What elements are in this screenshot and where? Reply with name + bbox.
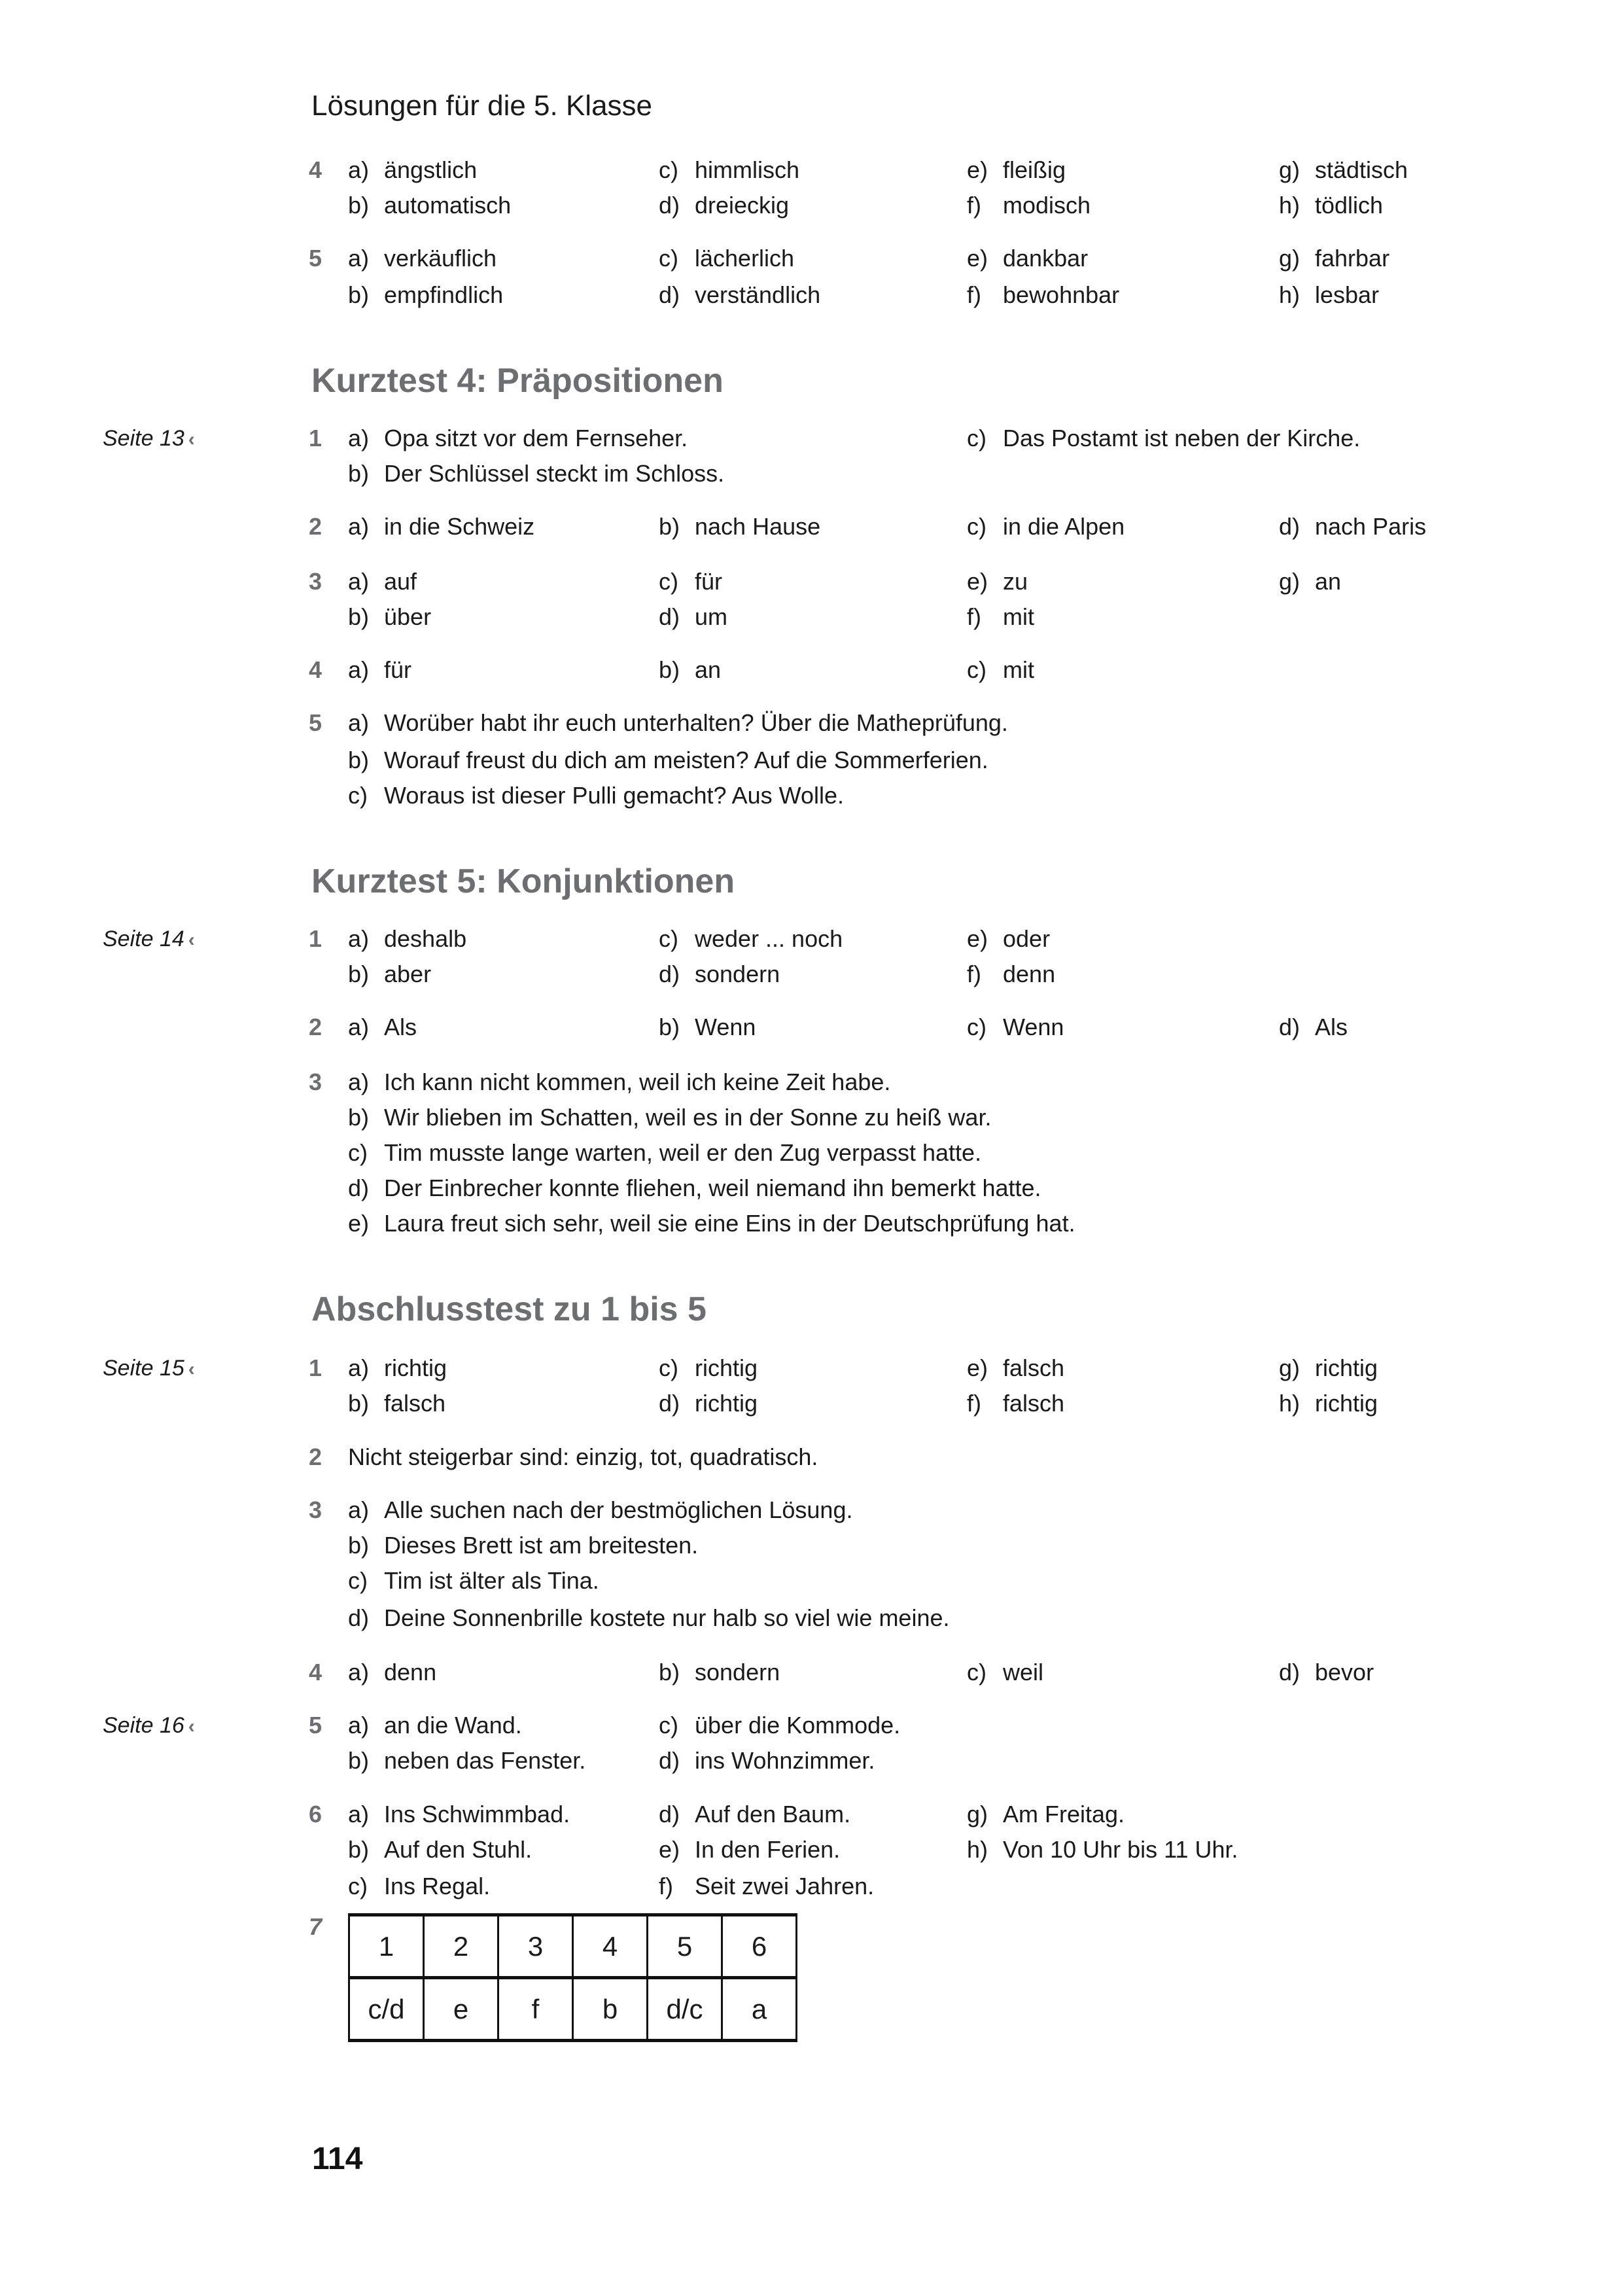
answer-item [967,188,1091,223]
answer-item [348,1351,447,1386]
item-text: Seit zwei Jahren. [695,1873,875,1899]
item-text: richtig [1315,1390,1378,1417]
matching-table [348,1913,797,2042]
item-label: d) [348,1174,370,1201]
item-text: Der Einbrecher konnte fliehen, weil niemand ihn bemerkt hatte. [384,1174,1041,1201]
answer-item [348,1386,445,1421]
table-cell: 5 [648,1915,722,1978]
item-label: c) [659,568,678,595]
item-label: b) [348,961,370,987]
task-number: 1 [309,425,323,451]
answer-item [1279,1351,1378,1386]
item-label: c) [967,656,986,683]
task-number: 4 [309,156,323,183]
section-heading-kurztest-4: Kurztest 4: Präpositionen [311,362,724,400]
item-text: nach Paris [1315,513,1427,540]
item-label: a) [348,568,370,595]
task-number: 3 [309,1069,323,1095]
chevron-left-icon: ‹ [188,1716,195,1737]
item-label: f) [967,192,981,219]
item-label: c) [967,1014,986,1040]
item-text: Ich kann nicht kommen, weil ich keine Zeit habe. [384,1069,891,1095]
page-reference-text: Seite 15 [103,1356,184,1381]
item-label: g) [1279,245,1300,272]
answer-item [348,1743,585,1778]
item-label: b) [348,1532,370,1559]
item-label: d) [348,1604,370,1631]
task-number: 2 [309,1443,323,1470]
item-text: lächerlich [695,245,795,272]
table-row [349,1978,797,2041]
answer-item [348,509,534,544]
answer-item [348,1010,417,1045]
answer-item [659,652,721,688]
answer-item [348,1600,950,1636]
answer-item [967,652,1034,688]
answer-item [659,241,794,276]
answer-item [1279,1010,1348,1045]
item-label: f) [967,1390,981,1417]
item-text: empfindlich [384,281,504,308]
item-text: lesbar [1315,281,1380,308]
answer-item [348,705,1008,741]
item-label: d) [1279,513,1300,540]
answer-item [659,152,799,188]
page-reference [103,921,195,958]
table-cell: d/c [648,1978,722,2041]
item-text: Deine Sonnenbrille kostete nur halb so viel wie meine. [384,1604,950,1631]
item-text: Als [384,1014,417,1040]
page-reference-text: Seite 16 [103,1713,184,1738]
item-text: Ins Schwimmbad. [384,1801,570,1828]
item-label: c) [348,1139,368,1166]
item-label: g) [1279,568,1300,595]
table-cell: 4 [573,1915,648,1978]
item-label: b) [659,1659,680,1686]
item-label: b) [348,192,370,219]
item-label: a) [348,425,370,451]
item-label: a) [348,925,370,952]
item-text: Tim ist älter als Tina. [384,1567,599,1594]
chevron-left-icon: ‹ [188,929,195,951]
answer-item [967,421,1360,456]
item-label: a) [348,1801,370,1828]
item-text: verkäuflich [384,245,497,272]
item-text: ins Wohnzimmer. [695,1747,875,1774]
item-label: h) [967,1836,988,1863]
item-label: g) [1279,156,1300,183]
answer-item [348,1492,852,1528]
answer-item [659,1386,758,1421]
item-text: Wir blieben im Schatten, weil es in der Sonne zu heiß war. [384,1104,992,1131]
answer-item [348,1206,1075,1241]
item-text: an [695,656,722,683]
item-text: oder [1003,925,1051,952]
answer-item [348,456,724,491]
item-text: Worauf freust du dich am meisten? Auf die Sommerferien. [384,747,988,773]
item-label: d) [659,281,680,308]
item-label: d) [659,603,680,630]
item-text: Opa sitzt vor dem Fernseher. [384,425,688,451]
answer-item [659,957,780,992]
item-label: b) [348,1104,370,1131]
answer-item [348,652,411,688]
table-cell: b [573,1978,648,2041]
item-label: c) [659,1354,678,1381]
item-label: c) [967,1659,986,1686]
section-heading-kurztest-5: Kurztest 5: Konjunktionen [311,862,735,900]
answer-item [967,1351,1064,1386]
item-label: e) [967,925,988,952]
answer-item [348,778,844,813]
item-label: d) [659,1747,680,1774]
answer-item [967,277,1119,313]
item-label: b) [659,513,680,540]
answer-item [348,564,417,599]
item-text: richtig [1315,1354,1378,1381]
item-text: weil [1003,1659,1044,1686]
table-cell: 1 [349,1915,424,1978]
item-label: a) [348,1069,370,1095]
task-number: 5 [309,709,323,736]
item-text: richtig [384,1354,447,1381]
page-reference [103,1708,195,1744]
item-label: e) [348,1210,370,1237]
item-text: Ins Regal. [384,1873,491,1899]
page-number: 114 [312,2142,363,2176]
item-text: In den Ferien. [695,1836,841,1863]
item-label: h) [1279,281,1300,308]
task-number: 4 [309,656,323,683]
answer-item [659,1708,900,1743]
item-label: d) [1279,1659,1300,1686]
item-text: tödlich [1315,192,1384,219]
answer-item [967,564,1028,599]
item-label: b) [348,281,370,308]
item-text: denn [1003,961,1056,987]
item-label: a) [348,1659,370,1686]
item-text: zu [1003,568,1028,595]
item-text: in die Alpen [1003,513,1125,540]
answer-text: Nicht steigerbar sind: einzig, tot, quadratisch. [348,1443,818,1470]
item-text: falsch [1003,1390,1065,1417]
item-text: an die Wand. [384,1712,522,1739]
answer-item [967,1386,1064,1421]
item-text: deshalb [384,925,467,952]
answer-item [967,1832,1238,1867]
answer-item [659,564,722,599]
answer-item [348,241,497,276]
answer-item [348,152,477,188]
item-label: c) [967,425,986,451]
answer-item [348,743,988,778]
answer-item [348,188,511,223]
item-text: Wenn [695,1014,756,1040]
item-label: a) [348,1014,370,1040]
item-text: Worüber habt ihr euch unterhalten? Über die Matheprüfung. [384,709,1008,736]
item-label: a) [348,1712,370,1739]
chevron-left-icon: ‹ [188,1358,195,1380]
item-text: nach Hause [695,513,821,540]
table-cell: e [424,1978,498,2041]
answer-item [348,599,431,635]
item-label: c) [348,782,368,809]
answer-item [1279,241,1389,276]
item-text: Von 10 Uhr bis 11 Uhr. [1003,1836,1238,1863]
item-label: e) [967,1354,988,1381]
item-text: Laura freut sich sehr, weil sie eine Eins in der Deutschprüfung hat. [384,1210,1075,1237]
item-text: in die Schweiz [384,513,535,540]
answer-item [967,152,1066,188]
answer-item [967,1797,1125,1832]
item-text: richtig [695,1354,758,1381]
item-text: Das Postamt ist neben der Kirche. [1003,425,1361,451]
item-text: ängstlich [384,156,478,183]
answer-item [1279,509,1426,544]
answer-item [967,957,1055,992]
item-text: dreieckig [695,192,790,219]
item-label: c) [659,1712,678,1739]
page-reference [103,421,195,457]
item-label: h) [1279,192,1300,219]
answer-item [348,1563,599,1598]
item-text: sondern [695,961,780,987]
item-label: f) [967,603,981,630]
item-label: b) [348,460,370,487]
table-cell: a [722,1978,797,2041]
item-text: richtig [695,1390,758,1417]
answer-item [1279,1386,1378,1421]
item-label: e) [967,568,988,595]
task-number: 5 [309,245,323,272]
item-text: weder ... noch [695,925,843,952]
answer-item [659,1797,850,1832]
answer-item [659,921,843,957]
item-text: Alle suchen nach der bestmöglichen Lösung. [384,1496,853,1523]
item-label: b) [348,1390,370,1417]
item-label: g) [1279,1354,1300,1381]
task-number: 2 [309,513,323,540]
answer-item [1279,152,1408,188]
answer-item [348,421,688,456]
answer-item [967,1655,1043,1690]
item-text: himmlisch [695,156,800,183]
item-label: a) [348,1354,370,1381]
item-label: a) [348,709,370,736]
answer-item [659,188,789,223]
answer-item [348,957,431,992]
item-label: a) [348,656,370,683]
item-label: f) [659,1873,673,1899]
task-number: 3 [309,1496,323,1523]
item-label: a) [348,245,370,272]
item-text: auf [384,568,417,595]
item-text: neben das Fenster. [384,1747,586,1774]
item-text: falsch [384,1390,446,1417]
item-label: a) [348,513,370,540]
page-reference [103,1351,195,1387]
item-text: über die Kommode. [695,1712,901,1739]
item-text: Auf den Stuhl. [384,1836,532,1863]
answer-item [659,599,727,635]
answer-item [348,1065,890,1100]
item-label: e) [659,1836,680,1863]
table-cell: 6 [722,1915,797,1978]
answer-item [659,1869,874,1904]
item-label: d) [659,1801,680,1828]
item-label: c) [967,513,986,540]
task-number: 5 [309,1712,323,1739]
item-text: Als [1315,1014,1348,1040]
item-text: automatisch [384,192,512,219]
table-header-row [349,1915,797,1978]
item-label: c) [348,1567,368,1594]
item-label: c) [659,245,678,272]
answer-item [659,1351,758,1386]
item-text: Auf den Baum. [695,1801,851,1828]
answer-item [348,1528,698,1563]
answer-item [348,1135,981,1171]
item-text: bevor [1315,1659,1374,1686]
item-text: für [695,568,723,595]
task-number: 1 [309,1354,323,1381]
answer-item [1279,188,1383,223]
item-text: dankbar [1003,245,1089,272]
item-text: über [384,603,432,630]
item-label: f) [967,961,981,987]
answer-item [659,1743,875,1778]
table-cell: 2 [424,1915,498,1978]
item-text: sondern [695,1659,780,1686]
answer-item [967,241,1088,276]
item-text: denn [384,1659,437,1686]
answer-item [348,1708,522,1743]
task-number: 1 [309,925,323,952]
task-number: 4 [309,1659,323,1686]
item-label: d) [659,192,680,219]
item-label: a) [348,1496,370,1523]
item-label: b) [659,656,680,683]
item-text: städtisch [1315,156,1408,183]
section-heading-abschlusstest: Abschlusstest zu 1 bis 5 [311,1290,707,1328]
answer-item [348,1797,570,1832]
answer-item [659,1010,756,1045]
item-label: d) [659,1390,680,1417]
answer-item [967,509,1125,544]
item-label: e) [967,156,988,183]
answer-item [1279,277,1379,313]
item-text: Dieses Brett ist am breitesten. [384,1532,699,1559]
item-text: bewohnbar [1003,281,1120,308]
answer-item [348,277,503,313]
item-label: c) [659,156,678,183]
item-label: d) [1279,1014,1300,1040]
answer-item [659,1832,840,1867]
task-number: 2 [309,1014,323,1040]
item-text: falsch [1003,1354,1065,1381]
table-cell: f [498,1978,573,2041]
chevron-left-icon: ‹ [188,429,195,450]
item-text: Am Freitag. [1003,1801,1125,1828]
item-text: Der Schlüssel steckt im Schloss. [384,460,725,487]
item-label: c) [659,925,678,952]
item-text: fleißig [1003,156,1066,183]
item-label: g) [967,1801,988,1828]
item-label: b) [659,1014,680,1040]
item-text: an [1315,568,1342,595]
task-number: 3 [309,568,323,595]
task-number: 6 [309,1801,323,1828]
page-header: Lösungen für die 5. Klasse [311,90,653,122]
item-text: Wenn [1003,1014,1064,1040]
item-text: modisch [1003,192,1091,219]
item-text: um [695,603,728,630]
answer-item [967,1010,1064,1045]
item-label: h) [1279,1390,1300,1417]
answer-item [967,921,1050,957]
answer-item [659,277,820,313]
answer-item [348,1100,991,1135]
item-label: e) [967,245,988,272]
item-text: verständlich [695,281,821,308]
answer-item [348,921,466,957]
answer-item [348,1832,532,1867]
page-reference-text: Seite 14 [103,927,184,951]
answer-item [1279,1655,1374,1690]
answer-item [348,1655,436,1690]
table-cell: 3 [498,1915,573,1978]
answer-item [1279,564,1341,599]
item-text: Tim musste lange warten, weil er den Zug verpasst hatte. [384,1139,982,1166]
task-number: 7 [309,1913,323,1940]
answer-item [348,1869,490,1904]
item-label: c) [348,1873,368,1899]
answer-item [967,599,1034,635]
answer-item [659,1655,780,1690]
page-reference-text: Seite 13 [103,426,184,451]
item-label: b) [348,1836,370,1863]
item-label: b) [348,747,370,773]
item-label: b) [348,603,370,630]
item-text: für [384,656,412,683]
item-label: b) [348,1747,370,1774]
item-text: fahrbar [1315,245,1390,272]
item-text: Woraus ist dieser Pulli gemacht? Aus Wolle. [384,782,844,809]
table-cell: c/d [349,1978,424,2041]
answer-item [659,509,820,544]
item-text: aber [384,961,432,987]
item-text: mit [1003,656,1034,683]
answer-item [348,1171,1041,1206]
item-text: mit [1003,603,1034,630]
item-label: a) [348,156,370,183]
item-label: f) [967,281,981,308]
item-label: d) [659,961,680,987]
